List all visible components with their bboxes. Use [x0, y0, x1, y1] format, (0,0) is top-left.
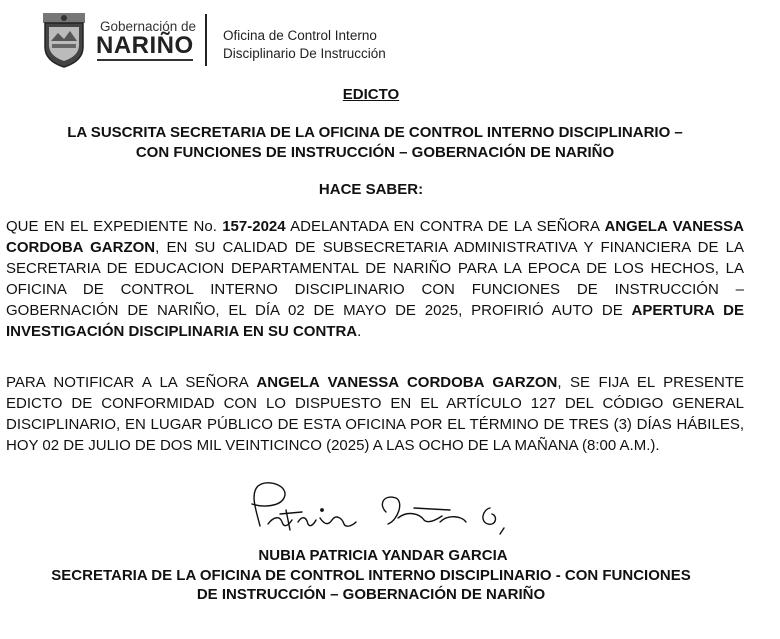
- narino-coat-of-arms-icon: [40, 11, 88, 69]
- signer-role: [0, 566, 742, 604]
- gov-name: NARIÑO: [96, 32, 194, 59]
- issuer-heading-line-2: CON FUNCIONES DE INSTRUCCIÓN – GOBERNACIÓN DE NARIÑO: [135, 144, 615, 161]
- office-line-1: Oficina de Control Interno: [223, 28, 377, 43]
- decision-text: APERTURA DE INVESTIGACIÓN DISCIPLINARIA EN SU CONTRA: [6, 302, 744, 340]
- handwritten-signature: [228, 480, 518, 544]
- signer-role-line-1: SECRETARIA DE LA OFICINA DE CONTROL INTERNO DISCIPLINARIO - CON FUNCIONES: [51, 567, 691, 584]
- issuer-heading-line-1: LA SUSCRITA SECRETARIA DE LA OFICINA DE CONTROL INTERNO DISCIPLINARIO –: [67, 124, 683, 141]
- paragraph-2: [6, 372, 744, 456]
- defendant-name: ANGELA VANESSA CORDOBA GARZON: [6, 218, 744, 256]
- case-number: 157-2024: [222, 218, 286, 235]
- header-divider: [205, 14, 207, 66]
- signer-name: NUBIA PATRICIA YANDAR GARCIA: [258, 547, 508, 564]
- office-line-2: Disciplinario De Instrucción: [223, 46, 386, 61]
- announcement-heading: HACE SABER:: [318, 181, 424, 198]
- p2-text-a: PARA NOTIFICAR A LA SEÑORA: [6, 374, 257, 391]
- document-title: EDICTO: [342, 86, 400, 103]
- issuer-heading: [0, 123, 750, 163]
- notified-name: ANGELA VANESSA CORDOBA GARZON: [256, 374, 558, 391]
- p2-text-c: , SE FIJA EL PRESENTE EDICTO DE CONFORMIDAD CON LO DISPUESTO EN EL ARTÍCULO 127 DEL CÓDIGO GENERAL DISCIPLINARIO, EN LUGAR PÚBLICO DE ESTA OFICINA POR EL TÉRMINO DE TRES (3) DÍAS HÁBILES, HOY 02 DE JULIO DE DOS MIL VEINTICINCO (2025) A LAS OCHO DE LA MAÑANA (8:00 A.M.).: [6, 374, 745, 454]
- gov-name-underline: [97, 59, 193, 61]
- signer-role-line-2: DE INSTRUCCIÓN – GOBERNACIÓN DE NARIÑO: [196, 586, 546, 603]
- p1-text-a: QUE EN EL EXPEDIENTE No.: [6, 218, 223, 235]
- letterhead: [40, 11, 460, 69]
- gov-prefix: Gobernación de: [100, 19, 197, 34]
- office-name: [223, 27, 386, 63]
- p1-text-e: , EN SU CALIDAD DE SUBSECRETARIA ADMINISTRATIVA Y FINANCIERA DE LA SECRETARIA DE EDUCACION DEPARTAMENTAL DE NARIÑO PARA LA EPOCA DE LOS HECHOS, LA OFICINA DE CONTROL INTERNO DISCIPLINARIO CON FUNCIONES DE INSTRUCCIÓN – GOBERNACIÓN DE NARIÑO, EL DÍA 02 DE MAYO DE 2025, PROFIRIÓ AUTO DE: [6, 239, 745, 319]
- p1-text-c: ADELANTADA EN CONTRA DE LA SEÑORA: [285, 218, 605, 235]
- p1-text-g: .: [357, 323, 362, 340]
- paragraph-1: [6, 216, 744, 342]
